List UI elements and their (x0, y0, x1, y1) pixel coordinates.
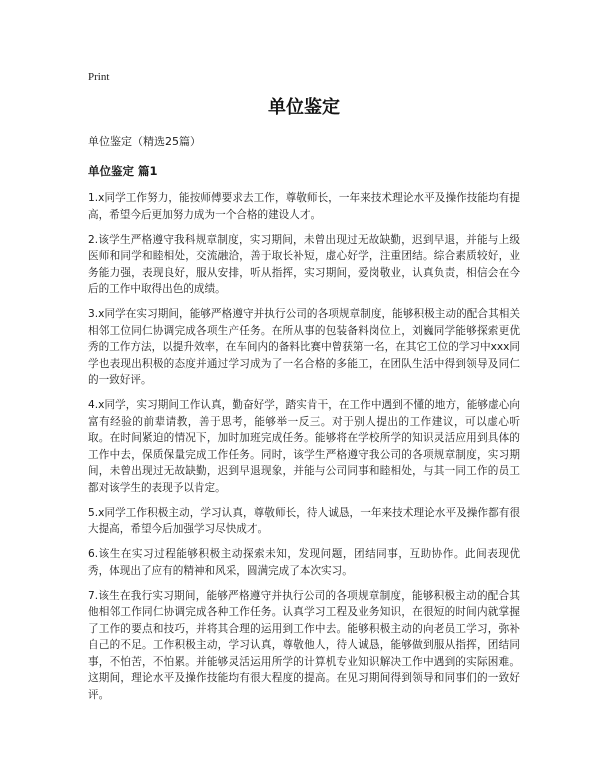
document-subtitle: 单位鉴定（精选25篇） (88, 135, 201, 148)
page-title: 单位鉴定 (268, 97, 340, 118)
paragraph-6: 6.该生在实习过程能够积极主动探索未知，发现问题，团结同事，互助协作。此间表现优秀，体现出了应有的精神和风采，圆满完成了本次实习。 (88, 548, 520, 577)
paragraph-7: 7.该生在我行实习期间，能够严格遵守并执行公司的各项规章制度，能够积极主动的配合其他相邻工作同仁协调完成各种工作任务。认真学习工程及业务知识，在很短的时间内就掌握了工作的要点和技巧，并将其合理的运用到工作中去。能够积极主动的向老员工学习，弥补自己的不足。工作积极主动，学习认真，尊敬他人，待人诚恳，能够做到服从指挥，团结同事，不怕苦，不怕累。并能够灵活运用所学的计算机专业知识解决工作中遇到的实际困难。这期间，理论水平及操作技能均有很大程度的提高。在见习期间得到领导和同事们的一致好评。 (88, 589, 520, 701)
print-label: Print (88, 71, 110, 83)
paragraph-4: 4.x同学，实习期间工作认真，勤奋好学，踏实肯干，在工作中遇到不懂的地方，能够虚心向富有经验的前辈请教，善于思考，能够举一反三。对于别人提出的工作建议，可以虚心听取。在时间紧迫的情况下，加时加班完成任务。能够将在学校所学的知识灵活应用到具体的工作中去，保质保量完成工作任务。同时，该学生严格遵守我公司的各项规章制度，实习期间，未曾出现过无故缺勤，迟到早退现象，并能与公司同事和睦相处，与其一同工作的员工都对该学生的表现予以肯定。 (88, 399, 520, 494)
paragraph-2: 2.该学生严格遵守我科规章制度，实习期间，未曾出现过无故缺勤，迟到早退，并能与上级医师和同学和睦相处，交流融洽，善于取长补短，虚心好学，注重团结。综合素质较好，业务能力强，表现良好，服从安排，听从指挥，实习期间，爱岗敬业，认真负责，相信会在今后的工作中取得出色的成绩。 (88, 233, 520, 295)
section-heading: 单位鉴定 篇1 (88, 164, 158, 178)
paragraph-3: 3.x同学在实习期间，能够严格遵守并执行公司的各项规章制度，能够积极主动的配合其相关相邻工位同仁协调完成各项生产任务。在所从事的包装备料岗位上，刘巍同学能够探索更优秀的工作方法，以提升效率，在车间内的备料比赛中曾获第一名，在其它工位的学习中xxx同学也表现出积极的态度并通过学习成为了一名合格的多能工，在团队生活中得到领导及同仁的一致好评。 (88, 308, 520, 386)
document-page (88, 70, 520, 712)
paragraph-5: 5.x同学工作积极主动，学习认真，尊敬师长，待人诚恳，一年来技术理论水平及操作都有很大提高，希望今后加强学习尽快成才。 (88, 506, 520, 535)
paragraph-1: 1.x同学工作努力，能按师傅要求去工作，尊敬师长，一年来技术理论水平及操作技能均有提高，希望今后更加努力成为一个合格的建设人才。 (88, 192, 520, 221)
